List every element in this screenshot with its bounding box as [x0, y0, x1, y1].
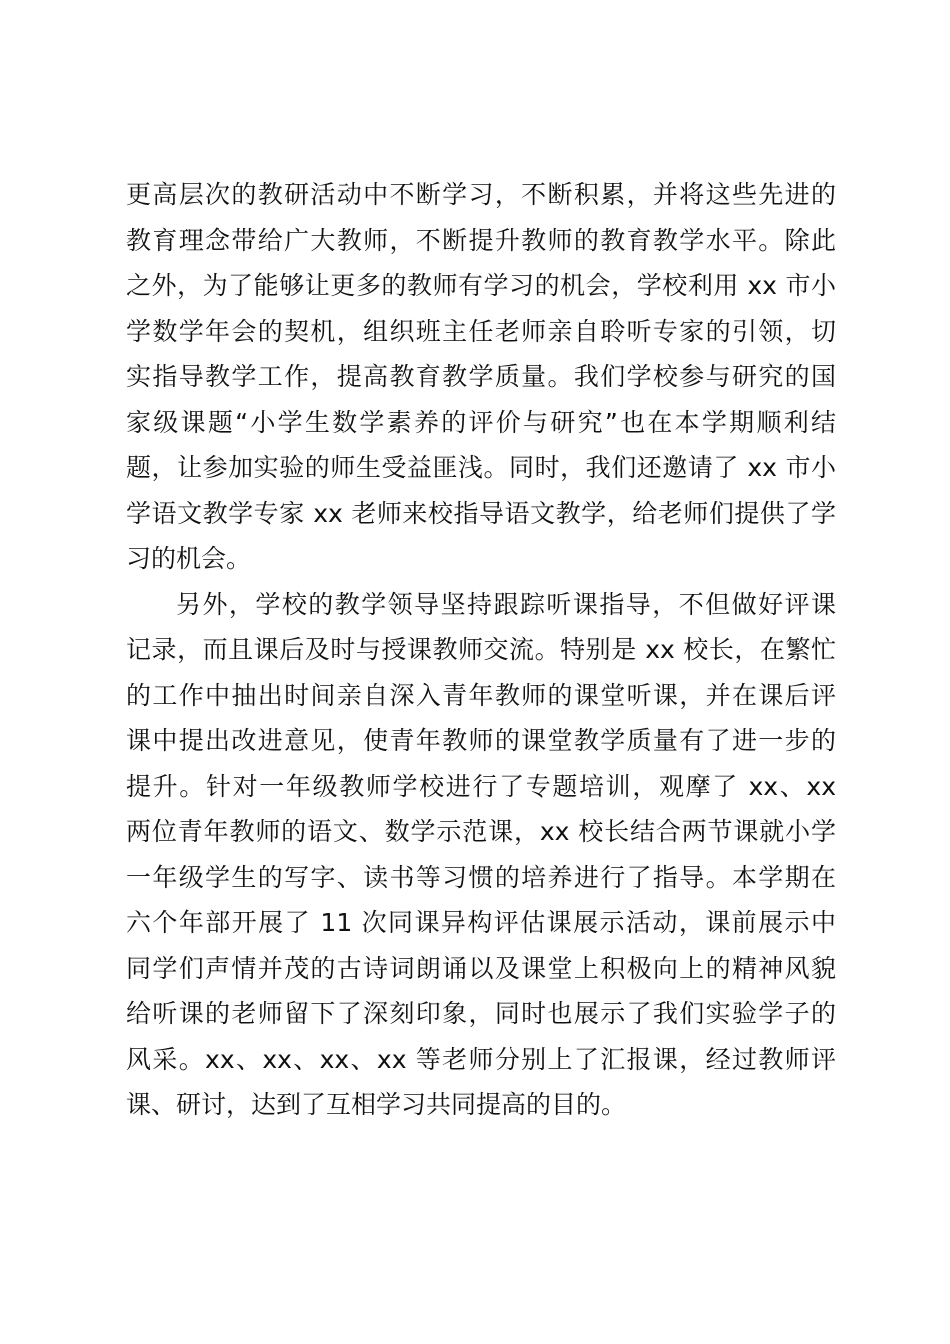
text-line: 家级课题“小学生数学素养的评价与研究”也在本学期顺利结 [126, 407, 836, 437]
text-line: 课、研讨，达到了互相学习共同提高的目的。 [126, 1090, 627, 1119]
body-text [126, 172, 836, 1128]
text-line: 两位青年教师的语文、数学示范课，xx 校长结合两节课就小学 [126, 817, 836, 846]
paragraph-2 [126, 582, 836, 1128]
text-line: 的工作中抽出时间亲自深入青年教师的课堂听课，并在课后评 [126, 680, 836, 710]
text-line: 给听课的老师留下了深刻印象，同时也展示了我们实验学子的 [126, 999, 836, 1028]
text-line: 实指导教学工作，提高教育教学质量。我们学校参与研究的国 [126, 362, 836, 391]
text-line: 同学们声情并茂的古诗词朗诵以及课堂上积极向上的精神风貌 [126, 953, 836, 983]
text-line: 课中提出改进意见，使青年教师的课堂教学质量有了进一步的 [126, 726, 836, 755]
text-line: 一年级学生的写字、读书等习惯的培养进行了指导。本学期在 [126, 862, 836, 892]
text-line: 记录，而且课后及时与授课教师交流。特别是 xx 校长，在繁忙 [126, 635, 836, 664]
text-line: 题，让参加实验的师生受益匪浅。同时，我们还邀请了 xx 市小 [126, 453, 836, 482]
text-line: 更高层次的教研活动中不断学习，不断积累，并将这些先进的 [126, 180, 836, 209]
text-line: 风采。xx、xx、xx、xx 等老师分别上了汇报课，经过教师评 [126, 1044, 836, 1074]
text-line: 习的机会。 [126, 544, 252, 573]
text-line: 学数学年会的契机，组织班主任老师亲自聆听专家的引领，切 [126, 316, 836, 346]
text-line: 学语文教学专家 xx 老师来校指导语文教学，给老师们提供了学 [126, 498, 836, 528]
text-line: 六个年部开展了 11 次同课异构评估课展示活动，课前展示中 [126, 908, 836, 937]
paragraph-1 [126, 172, 836, 582]
text-line: 教育理念带给广大教师，不断提升教师的教育教学水平。除此 [126, 225, 836, 255]
text-line: 之外，为了能够让更多的教师有学习的机会，学校利用 xx 市小 [126, 271, 836, 300]
text-line: 另外，学校的教学领导坚持跟踪听课指导，不但做好评课 [176, 589, 836, 619]
text-line: 提升。针对一年级教师学校进行了专题培训，观摩了 xx、xx [126, 771, 836, 801]
